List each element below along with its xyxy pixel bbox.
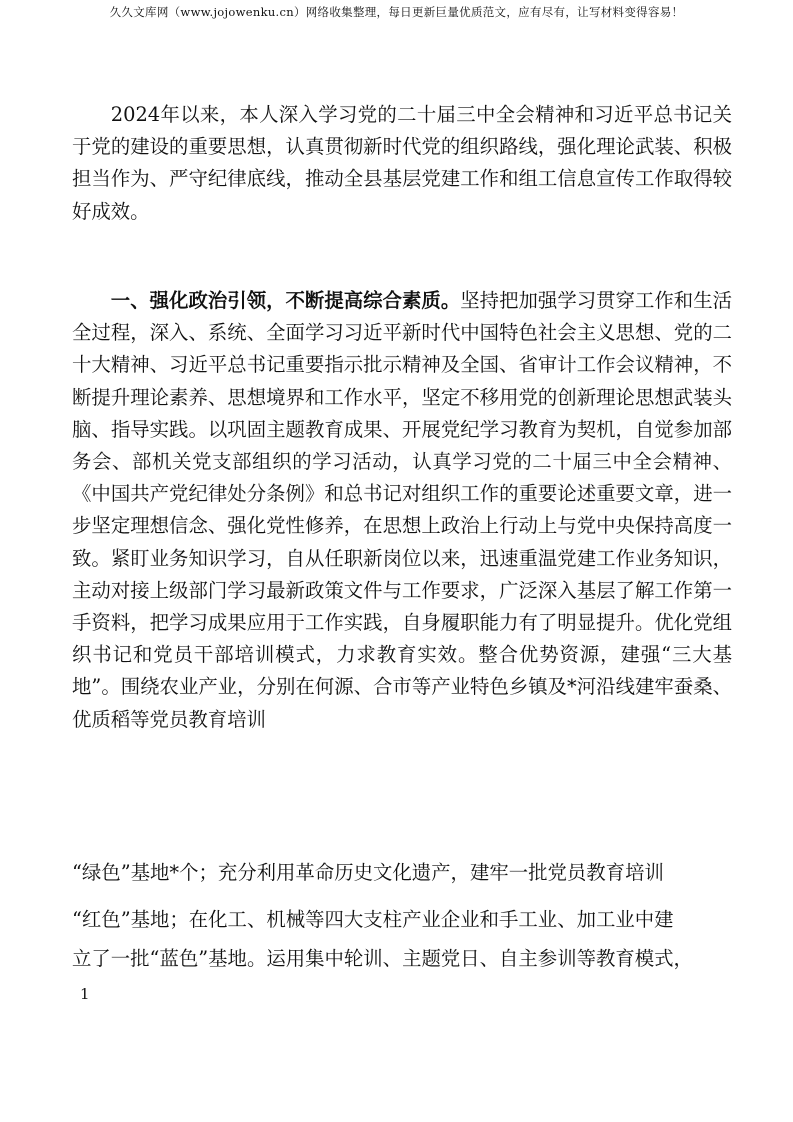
blue-base-line: 立了一批“蓝色”基地。运用集中轮训、主题党日、自主参训等教育模式， <box>72 947 693 970</box>
red-base-line: “红色”基地；在化工、机械等四大支柱产业企业和手工业、加工业中建 <box>72 908 674 931</box>
site-header-banner: 久久文库网（www.jojowenku.cn）网络收集整理，每日更新巨量优质范文，应有尽有，让写材料变得容易！ <box>109 5 684 19</box>
intro-paragraph: 2024年以来，本人深入学习党的二十届三中全会精神和习近平总书记关于党的建设的重要思想，认真贯彻新时代党的组织路线，强化理论武装、积极担当作为、严守纪律底线，推动全县基层党建工作和组工信息宣传工作取得较好成效。 <box>72 103 732 223</box>
green-base-line: “绿色”基地*个；充分利用革命历史文化遗产，建牢一批党员教育培训 <box>72 861 664 884</box>
section-1-heading: 一、强化政治引领，不断提高综合素质。 <box>110 289 461 312</box>
section-1-paragraph <box>72 285 732 736</box>
page-number: 1 <box>80 985 90 1003</box>
section-1-body: 坚持把加强学习贯穿工作和生活全过程，深入、系统、全面学习习近平新时代中国特色社会主义思想、党的二十大精神、习近平总书记重要指示批示精神及全国、省审计工作会议精神，不断提升理论素养、思想境界和工作水平，坚定不移用党的创新理论思想武装头脑、指导实践。以巩固主题教育成果、开展党纪学习教育为契机，自觉参加部务会、部机关党支部组织的学习活动，认真学习党的二十届三中全会精神、《中国共产党纪律处分条例》和总书记对组织工作的重要论述重要文章，进一步坚定理想信念、强化党性修养，在思想上政治上行动上与党中央保持高度一致。紧盯业务知识学习，自从任职新岗位以来，迅速重温党建工作业务知识，主动对接上级部门学习最新政策文件与工作要求，广泛深入基层了解工作第一手资料，把学习成果应用于工作实践，自身履职能力有了明显提升。优化党组织书记和党员干部培训模式，力求教育实效。整合优势资源，建强“三大基地”。围绕农业产业，分别在何源、合市等产业特色乡镇及*河沿线建牢蚕桑、优质稻等党员教育培训 <box>72 289 733 731</box>
